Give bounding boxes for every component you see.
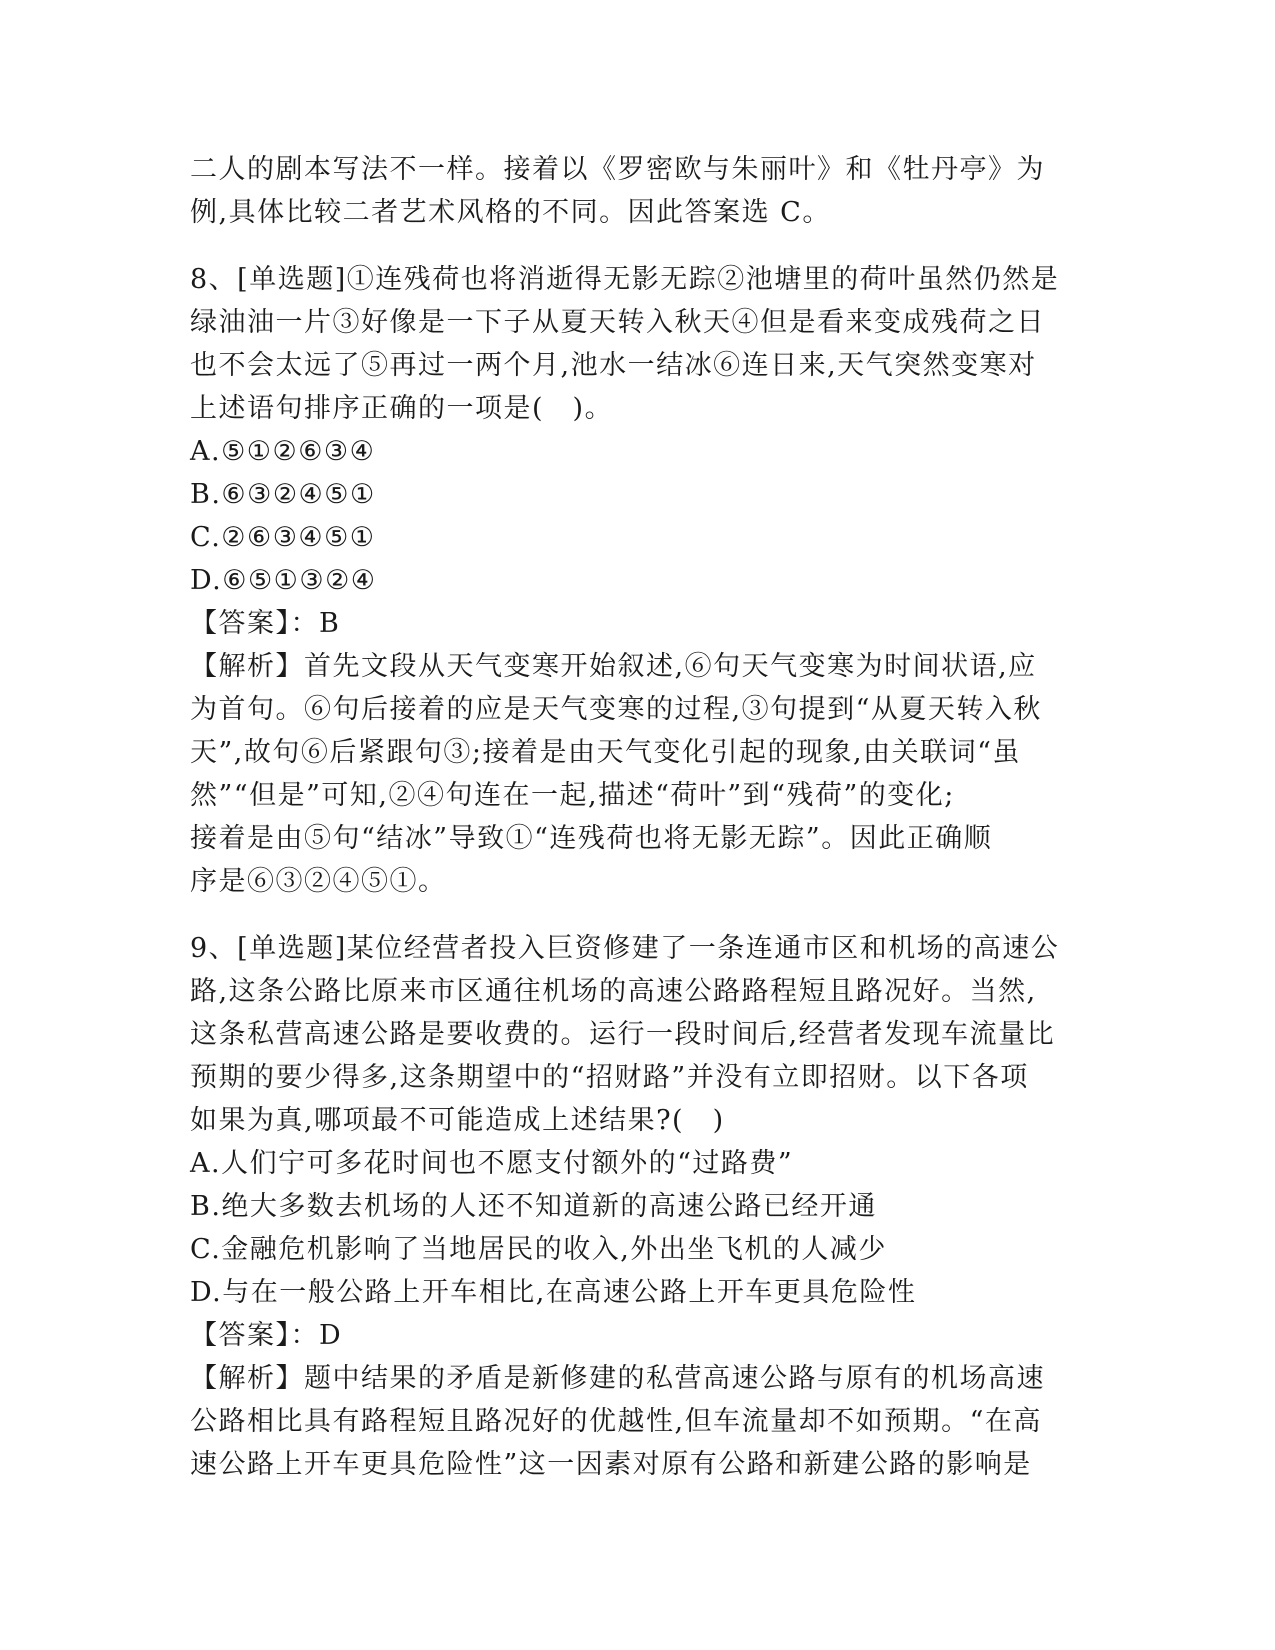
option-b: B.⑥③②④⑤① [190,479,376,510]
answer-line: 【答案】：B [190,608,341,639]
question-9 [190,927,1090,1486]
analysis-line: 序是⑥③②④⑤①。 [190,866,447,897]
option-list [190,430,1090,602]
option-c: C.金融危机影响了当地居民的收入,外出坐飞机的人减少 [190,1234,887,1265]
question-8 [190,258,1090,903]
option-list [190,1142,1090,1314]
option-a: A.人们宁可多花时间也不愿支付额外的“过路费” [190,1148,794,1179]
option-a: A.⑤①②⑥③④ [190,436,376,467]
stem-line: 9、[单选题]某位经营者投入巨资修建了一条连通市区和机场的高速公 [190,933,1060,964]
stem-line: 这条私营高速公路是要收费的。运行一段时间后,经营者发现车流量比 [190,1019,1056,1050]
stem-line: 预期的要少得多,这条期望中的“招财路”并没有立即招财。以下各项 [190,1062,1029,1093]
analysis-line: 接着是由⑤句“结冰”导致①“连残荷也将无影无踪”。因此正确顺 [190,823,993,854]
carryover-paragraph [190,148,1090,234]
document-page [190,148,1090,1486]
question-stem [190,927,1090,1142]
option-b: B.绝大多数去机场的人还不知道新的高速公路已经开通 [190,1191,877,1222]
analysis-paragraph [190,1357,1090,1486]
paragraph-line: 例,具体比较二者艺术风格的不同。因此答案选 C。 [190,197,831,228]
stem-line: 上述语句排序正确的一项是( )。 [190,393,614,424]
analysis-line: 【解析】题中结果的矛盾是新修建的私营高速公路与原有的机场高速 [190,1363,1045,1394]
analysis-line: 公路相比具有路程短且路况好的优越性,但车流量却不如预期。“在高 [190,1406,1042,1437]
question-stem [190,258,1090,430]
stem-line: 绿油油一片③好像是一下子从夏天转入秋天④但是看来变成残荷之日 [190,307,1045,338]
stem-line: 8、[单选题]①连残荷也将消逝得无影无踪②池塘里的荷叶虽然仍然是 [190,264,1060,295]
analysis-line: 为首句。⑥句后接着的应是天气变寒的过程,③句提到“从夏天转入秋 [190,694,1042,725]
analysis-paragraph [190,645,1090,903]
option-c: C.②⑥③④⑤① [190,522,376,553]
option-d: D.⑥⑤①③②④ [190,565,377,596]
answer-line: 【答案】：D [190,1320,343,1351]
analysis-line: 然”“但是”可知,②④句连在一起,描述“荷叶”到“残荷”的变化; [190,780,955,811]
analysis-line: 【解析】首先文段从天气变寒开始叙述,⑥句天气变寒为时间状语,应 [190,651,1037,682]
paragraph-line: 二人的剧本写法不一样。接着以《罗密欧与朱丽叶》和《牡丹亭》为 [190,154,1045,185]
analysis-line: 速公路上开车更具危险性”这一因素对原有公路和新建公路的影响是 [190,1449,1032,1480]
analysis-line: 天”,故句⑥后紧跟句③;接着是由天气变化引起的现象,由关联词“虽 [190,737,1021,768]
option-d: D.与在一般公路上开车相比,在高速公路上开车更具危险性 [190,1277,917,1308]
stem-line: 也不会太远了⑤再过一两个月,池水一结冰⑥连日来,天气突然变寒对 [190,350,1037,381]
stem-line: 如果为真,哪项最不可能造成上述结果?( ) [190,1105,725,1136]
stem-line: 路,这条公路比原来市区通往机场的高速公路路程短且路况好。当然, [190,976,1037,1007]
